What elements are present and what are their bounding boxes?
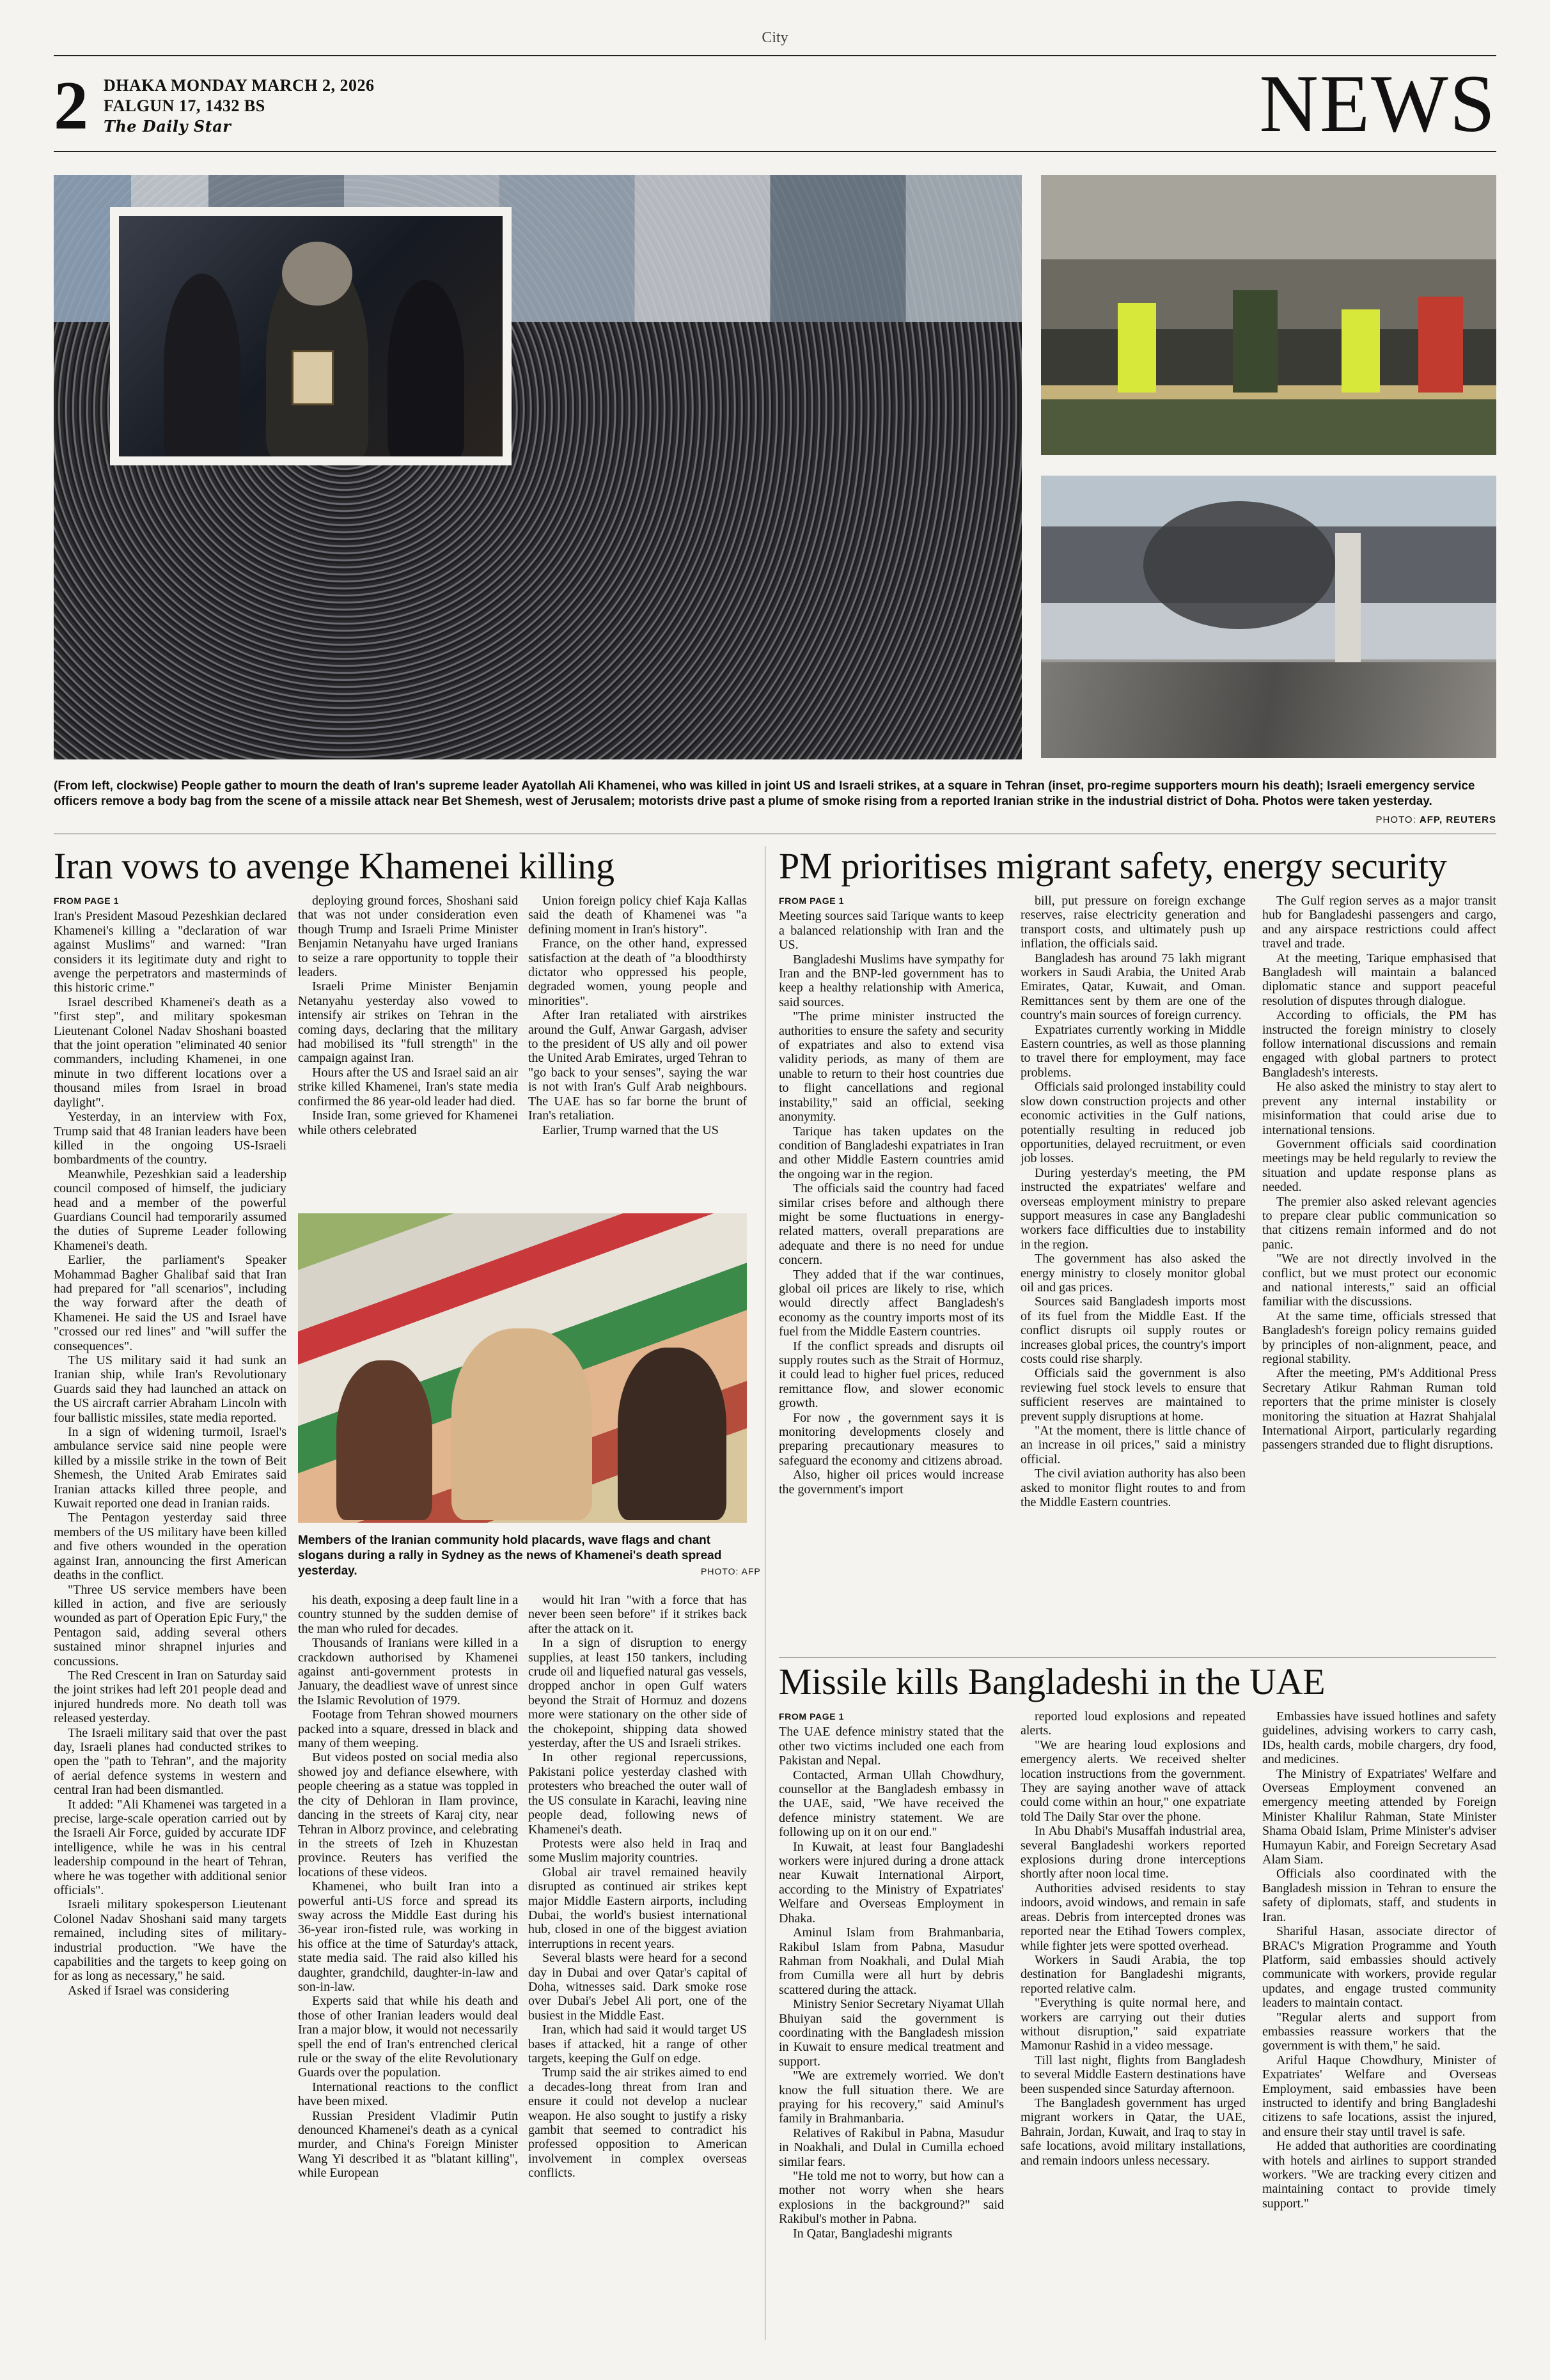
paragraph: After Iran retaliated with airstrikes around the Gulf, Anwar Gargash, adviser to the president of US ally and oil power the United Arab Emirates, urged Tehran to "go back to your senses", saying the war is not with Iran's Gulf Arab neighbours. The UAE has so far borne the brunt of Iran's retaliation. <box>528 1008 747 1123</box>
paragraph: Khamenei, who built Iran into a powerful anti-US force and spread its sway across the Middle East during his 36-year iron-fisted rule, was working in his office at the time of Saturday's attack, state media said. The raid also killed his daughter, grandchild, daughter-in-law and son-in-law. <box>298 1879 518 1994</box>
story1-column-2-bottom <box>298 1593 518 2340</box>
paragraph: The Gulf region serves as a major transit hub for Bangladeshi passengers and cargo, and any airspace restrictions could affect travel and trade. <box>1262 894 1496 951</box>
story3-from-label: FROM PAGE 1 <box>779 1711 845 1722</box>
paragraph: "We are hearing loud explosions and emergency alerts. We received shelter location instructions from the government. They are saying another wave of attack could come within an hour," one expatriate told The Daily Star over the phone. <box>1021 1738 1246 1824</box>
top-photos-credit: PHOTO: AFP, REUTERS <box>1375 814 1496 825</box>
paragraph: Israeli Prime Minister Benjamin Netanyahu yesterday also vowed to intensify air strikes on Tehran in the coming days, declaring that the military had mobilised its "full strength" in the campaign against Iran. <box>298 979 518 1066</box>
paragraph: The US military said it had sunk an Iranian ship, while Iran's Revolutionary Guards said they had launched an attack on the US aircraft carrier Abraham Lincoln with four ballistic missiles, state media reported. <box>54 1353 286 1425</box>
paragraph: "He told me not to worry, but how can a mother not worry when she hears explosions in the background?" said Rakibul's mother in Pabna. <box>779 2169 1004 2227</box>
paragraph: Israel described Khamenei's death as a "first step", and military spokesman Lieutenant Colonel Nadav Shoshani boasted that the joint operation "eliminated 40 senior commanders, including Khamenei, in one minute in two different locations over a thousand miles from Israel in broad daylight". <box>54 995 286 1110</box>
paragraph: During yesterday's meeting, the PM instructed the expatriates' welfare and overseas employment ministry to prepare support measures in case any Bangladeshi workers face difficulties due to instability in the region. <box>1021 1165 1246 1252</box>
paragraph: France, on the other hand, expressed satisfaction at the death of "a bloodthirsty dictator who oppressed his people, degraded women, young people and minorities". <box>528 937 747 1008</box>
bangla-date: FALGUN 17, 1432 BS <box>104 97 265 115</box>
paragraph: Asked if Israel was considering <box>68 1983 230 1998</box>
mourners-inset-photo <box>110 207 512 465</box>
paragraph: But videos posted on social media also showed joy and defiance elsewhere, with people cheering as a statue was toppled in the city of Dehloran in Ilam province, dancing in the streets of Karaj city, near Tehran in Alborz province, and celebrating in the streets of Izeh in Khuzestan province. Reuters has verified the locations of these videos. <box>298 1750 518 1879</box>
header-bottom-rule <box>54 151 1496 152</box>
paragraph: The Ministry of Expatriates' Welfare and Overseas Employment convened an emergency meeting attended by Foreign Minister Khalilur Rahman, State Minister Shama Obaid Islam, Prime Minister's adviser Humayun Kabir, and Foreign Secretary Asad Alam Siam. <box>1262 1766 1496 1867</box>
story3-column-1 <box>779 1709 1004 2340</box>
paragraph: It added: "Ali Khamenei was targeted in a precise, large-scale operation carried out by the Israeli Air Force, guided by accurate IDF intelligence, while he was in his central leadership compound in the heart of Tehran, where he was together with additional senior officials". <box>54 1797 286 1898</box>
paragraph: Russian President Vladimir Putin denounced Khamenei's death as a cynical murder, and China's Foreign Minister Wang Yi described it as "blatant killing", while European <box>298 2108 518 2181</box>
paragraph: He also asked the ministry to stay alert to prevent any internal instability or misinformation that could arise due to international tensions. <box>1262 1080 1496 1137</box>
header-rule <box>54 55 1496 56</box>
paragraph: The officials said the country had faced similar crises before and although there might be some fluctuations in energy-related matters, overall preparations are adequate and there is no need for undue concern. <box>779 1181 1004 1268</box>
story1-column-3-bottom <box>528 1593 747 2340</box>
paragraph: Expatriates currently working in Middle Eastern countries, as well as those planning to travel there for employment, may face problems. <box>1021 1022 1246 1080</box>
paragraph: reported loud explosions and repeated alerts. <box>1021 1709 1246 1738</box>
paragraph: Inside Iran, some grieved for Khamenei while others celebrated <box>298 1108 518 1137</box>
paragraph: In other regional repercussions, Pakistani police yesterday clashed with protesters who breached the outer wall of the US consulate in Karachi, leaving nine people dead, following news of Khamenei's death. <box>528 1750 747 1837</box>
dateline <box>104 75 374 137</box>
paragraph: Bangladesh has around 75 lakh migrant workers in Saudi Arabia, the United Arab Emirates, Qatar, Kuwait, and Oman. Remittances sent by them are one of the country's main sources of foreign currency. <box>1021 951 1246 1023</box>
story2-from-label: FROM PAGE 1 <box>779 896 845 906</box>
paragraph: "We are extremely worried. We don't know the full situation there. We are praying for his recovery," said Aminul's family in Brahmanbaria. <box>779 2069 1004 2126</box>
paragraph: After the meeting, PM's Additional Press Secretary Atikur Rahman Ruman told reporters that the prime minister is closely monitoring the situation at Hazrat Shahjalal International Airport, particularly regarding passengers stranded due to flight disruptions. <box>1262 1366 1496 1452</box>
paragraph: Officials also coordinated with the Bangladesh mission in Tehran to ensure the safety of diplomats, staff, and students in Iran. <box>1262 1867 1496 1924</box>
paragraph: International reactions to the conflict have been mixed. <box>298 2080 518 2109</box>
paragraph: Authorities advised residents to stay indoors, avoid windows, and remain in safe areas. Debris from intercepted drones was reported near the Etihad Towers complex, while fighter jets were spotted overhead. <box>1021 1881 1246 1953</box>
story1-column-3-top <box>528 894 747 1203</box>
paragraph: The UAE defence ministry stated that the other two victims included one each from Pakistan and Nepal. <box>779 1725 1004 1768</box>
story2-column-1 <box>779 894 1004 1648</box>
paragraph: Ministry Senior Secretary Niyamat Ullah Bhuiyan said the government is coordinating with the Bangladesh mission in Kuwait to ensure medical treatment and support. <box>779 1997 1004 2069</box>
masthead-logo: The Daily Star <box>104 117 231 136</box>
paragraph: According to officials, the PM has instructed the foreign ministry to closely follow international discussions and remain engaged with global partners to protect Bangladesh's interests. <box>1262 1008 1496 1080</box>
paragraph: Protests were also held in Iraq and some Muslim majority countries. <box>528 1836 747 1865</box>
paragraph: Till last night, flights from Bangladesh to several Middle Eastern destinations have been suspended since Saturday afternoon. <box>1021 2053 1246 2096</box>
paragraph: In Abu Dhabi's Musaffah industrial area, several Bangladeshi workers reported explosions during drone interceptions shortly after noon local time. <box>1021 1824 1246 1881</box>
section-label: City <box>762 29 788 46</box>
doha-smoke-photo <box>1041 476 1496 758</box>
paragraph: deploying ground forces, Shoshani said that was not under consideration even though Trump and Israeli Prime Minister Benjamin Netanyahu have urged Iranians to seize a rare opportunity to topple their leaders. <box>298 894 518 980</box>
paragraph: Aminul Islam from Brahmanbaria, Rakibul Islam from Pabna, Masudur Rahman from Noakhali, and Dulal Miah from Cumilla were all hurt by debris scattered during the attack. <box>779 1925 1004 1997</box>
paragraph: Tarique has taken updates on the condition of Bangladeshi expatriates in Iran and other Middle Eastern countries amid the ongoing war in the region. <box>779 1124 1004 1181</box>
date: DHAKA MONDAY MARCH 2, 2026 <box>104 76 375 95</box>
sydney-rally-photo <box>298 1213 747 1523</box>
top-photos-caption: (From left, clockwise) People gather to mourn the death of Iran's supreme leader Ayatollah Ali Khamenei, who was killed in joint US and Israeli strikes, at a square in Tehran (inset, pro-regime supporters mourn his death); Israeli emergency service officers remove a body bag from the scene of a missile attack near Bet Shemesh, west of Jerusalem; motorists drive past a plume of smoke rising from a reported Iranian strike in the industrial district of Doha. Photos were taken yesterday. <box>54 779 1475 808</box>
paragraph: The premier also asked relevant agencies to prepare clear public communication so that citizens remain informed and do not panic. <box>1262 1194 1496 1252</box>
story2-column-3 <box>1262 894 1496 1648</box>
paragraph: Bangladeshi Muslims have sympathy for Iran and the BNP-led government has to keep a healthy relationship with America, said sources. <box>779 952 1004 1009</box>
paragraph: The government has also asked the energy ministry to closely monitor global oil and gas prices. <box>1021 1252 1246 1295</box>
section-title: NEWS <box>1259 58 1496 149</box>
paragraph: Officials said prolonged instability could slow down construction projects and other economic activities in the Gulf nations, potentially resulting in reduced job opportunities, delayed recruitment, or even job losses. <box>1021 1080 1246 1166</box>
page-number: 2 <box>54 68 88 144</box>
paragraph: Earlier, Trump warned that the US <box>542 1123 719 1137</box>
story3-divider <box>779 1657 1496 1658</box>
paragraph: Iran's President Masoud Pezeshkian declared Khamenei's killing a "declaration of war against Muslims" and warned: "Iran considers it its legitimate duty and right to avenge the perpetrators and masterminds of this historic crime." <box>54 909 286 995</box>
paragraph: For now , the government says it is monitoring developments closely and preparing precautionary measures to safeguard the economy and citizens abroad. <box>779 1410 1004 1468</box>
paragraph: Yesterday, in an interview with Fox, Trump said that 48 Iranian leaders have been killed in the ongoing US-Israeli bombardments of the country. <box>54 1110 286 1167</box>
paragraph: In a sign of disruption to energy supplies, at least 150 tankers, including crude oil and liquefied natural gas vessels, dropped anchor in open Gulf waters beyond the Strait of Hormuz and dozens more were stationary on the other side of the chokepoint, shipping data showed yesterday, after the US and Israeli strikes. <box>528 1636 747 1751</box>
paragraph: Israeli military spokesperson Lieutenant Colonel Nadav Shoshani said many targets remained, including sites of military-industrial production. "We have the capabilities and the targets to keep going on for as long as necessary," he said. <box>54 1897 286 1984</box>
paragraph: his death, exposing a deep fault line in a country stunned by the sudden demise of the man who ruled for decades. <box>298 1593 518 1636</box>
paragraph: Workers in Saudi Arabia, the top destination for Bangladeshi migrants, reported relative calm. <box>1021 1952 1246 1996</box>
paragraph: Several blasts were heard for a second day in Dubai and over Qatar's capital of Doha, witnesses said. Dark smoke rose over Dubai's Jebel Ali port, one of the busiest in the Middle East. <box>528 1951 747 2023</box>
paragraph: In Kuwait, at least four Bangladeshi workers were injured during a drone attack near Kuwait International Airport, according to the Ministry of Expatriates' Welfare and Overseas Employment in Dhaka. <box>779 1839 1004 1925</box>
paragraph: Also, higher oil prices would increase the government's import <box>779 1468 1004 1497</box>
paragraph: If the conflict spreads and disrupts oil supply routes such as the Strait of Hormuz, it could lead to higher fuel prices, reduced remittance flow, and slower economic growth. <box>779 1339 1004 1411</box>
paragraph: Global air travel remained heavily disrupted as continued air strikes kept major Middle Eastern airports, including Dubai, the world's busiest international hub, closed in one of the biggest aviation interruptions in recent years. <box>528 1865 747 1951</box>
paragraph: The Pentagon yesterday said three members of the US military have been killed and five others wounded in the operation against Iran, announcing the first American deaths in the conflict. <box>54 1511 286 1583</box>
paragraph: At the meeting, Tarique emphasised that Bangladesh will maintain a balanced diplomatic stance and support peaceful resolution of disputes through dialogue. <box>1262 951 1496 1008</box>
story3-column-3 <box>1262 1709 1496 2340</box>
paragraph: Union foreign policy chief Kaja Kallas said the death of Khamenei was "a defining moment in Iran's history". <box>528 894 747 937</box>
story1-column-1 <box>54 894 286 2340</box>
paragraph: "Three US service members have been killed in action, and five are seriously wounded as part of Operation Epic Fury," the Pentagon said, adding several others sustained minor shrapnel injuries and concussions. <box>54 1582 286 1668</box>
paragraph: He added that authorities are coordinating with hotels and airlines to support stranded workers. "We are tracking every citizen and maintaining contact to provide timely support." <box>1262 2139 1496 2211</box>
paragraph: would hit Iran "with a force that has never been seen before" if it strikes back after the attack on it. <box>528 1593 747 1636</box>
paragraph: The Bangladesh government has urged migrant workers in Qatar, the UAE, Bahrain, Jordan, Kuwait, and Iraq to stay in safe locations, avoid military installations, and remain indoors unless necessary. <box>1021 2096 1246 2168</box>
paragraph: They added that if the war continues, global oil prices are likely to rise, which would directly affect Bangladesh's economy as the country imports most of its fuel from the Middle Eastern countries. <box>779 1267 1004 1339</box>
paragraph: Experts said that while his death and those of other Iranian leaders would deal Iran a major blow, it would not necessarily spell the end of Iran's entrenched clerical rule or the sway of the elite Revolutionary Guards over the population. <box>298 1994 518 2080</box>
rally-photo-credit: PHOTO: AFP <box>701 1566 761 1576</box>
paragraph: "Regular alerts and support from embassies reassure workers that the government is with them," he said. <box>1262 2010 1496 2053</box>
paragraph: Trump said the air strikes aimed to end a decades-long threat from Iran and ensure it could not develop a nuclear weapon. He also sought to justify a risky gambit that seemed to contradict his professed opposition to American involvement in complex overseas conflicts. <box>528 2065 747 2181</box>
story1-column-2-top <box>298 894 518 1203</box>
paragraph: In a sign of widening turmoil, Israel's ambulance service said nine people were killed by a missile strike in the town of Beit Shemesh, the United Arab Emirates said Iranian attacks killed three people, and Kuwait reported one dead in Iranian raids. <box>54 1425 286 1511</box>
story1-from-label: FROM PAGE 1 <box>54 896 120 906</box>
paragraph: Earlier, the parliament's Speaker Mohammad Bagher Ghalibaf said that Iran had prepared for "all scenarios", including the way forward after the death of Khamenei. He said the US and Israel have "crossed our red lines" and "will suffer the consequences". <box>54 1253 286 1353</box>
story2-headline: PM prioritises migrant safety, energy security <box>779 845 1447 887</box>
story3-column-2 <box>1021 1709 1246 2340</box>
paragraph: The Red Crescent in Iran on Saturday said the joint strikes had left 201 people dead and injured hundreds more. No death toll was released yesterday. <box>54 1668 286 1726</box>
story3-headline: Missile kills Bangladeshi in the UAE <box>779 1661 1326 1702</box>
paragraph: Footage from Tehran showed mourners packed into a square, dressed in black and many of them weeping. <box>298 1707 518 1751</box>
bet-shemesh-rescue-photo <box>1041 175 1496 455</box>
paragraph: Embassies have issued hotlines and safety guidelines, advising workers to carry cash, IDs, health cards, mobile chargers, dry food, and medicines. <box>1262 1709 1496 1767</box>
paragraph: "The prime minister instructed the authorities to ensure the safety and security of expatriates and also to extend visa validity periods, as many of them are unable to return to their host countries due to flight cancellations and regional instability," said an official, seeking anonymity. <box>779 1009 1004 1124</box>
paragraph: At the same time, officials stressed that Bangladesh's foreign policy remains guided by principles of non-alignment, peace, and regional stability. <box>1262 1309 1496 1366</box>
paragraph: Shariful Hasan, associate director of BRAC's Migration Programme and Youth Platform, said embassies should actively communicate with workers, provide regular updates, and engage trusted community leaders to maintain contact. <box>1262 1924 1496 2011</box>
paragraph: The Israeli military said that over the past day, Israeli planes had conducted strikes to open the "path to Tehran", and the majority of aerial defence systems in western and central Iran had been dismantled. <box>54 1725 286 1798</box>
rally-photo-caption: Members of the Iranian community hold placards, wave flags and chant slogans during a rally in Sydney as the news of Khamenei's death spread yesterday. <box>298 1534 722 1578</box>
paragraph: "We are not directly involved in the conflict, but we must protect our economic and national interests," said an official familiar with the discussions. <box>1262 1252 1496 1309</box>
paragraph: "Everything is quite normal here, and workers are carrying out their duties without disruption," said expatriate Mamonur Rashid in a video message. <box>1021 1996 1246 2053</box>
paragraph: Hours after the US and Israel said an air strike killed Khamenei, Iran's state media confirmed the 86 year-old leader had died. <box>298 1065 518 1108</box>
paragraph: bill, put pressure on foreign exchange reserves, raise electricity generation and transport costs, and ultimately push up inflation, the officials said. <box>1021 894 1246 951</box>
paragraph: Ariful Haque Chowdhury, Minister of Expatriates' Welfare and Overseas Employment, said embassies have been instructed to identify and bring Bangladeshi citizens to safe locations, assist the injured, and ensure their stay until travel is safe. <box>1262 2053 1496 2139</box>
paragraph: Government officials said coordination meetings may be held regularly to review the situation and update response plans as needed. <box>1262 1137 1496 1195</box>
paragraph: The civil aviation authority has also been asked to monitor flight routes to and from the Middle Eastern countries. <box>1021 1466 1246 1510</box>
paragraph: Officials said the government is also reviewing fuel stock levels to ensure that sufficient reserves are maintained to prevent supply disruptions at home. <box>1021 1366 1246 1424</box>
paragraph: In Qatar, Bangladeshi migrants <box>793 2226 953 2241</box>
paragraph: "At the moment, there is little chance of an increase in oil prices," said a ministry official. <box>1021 1424 1246 1466</box>
paragraph: Meeting sources said Tarique wants to keep a balanced relationship with Iran and the US. <box>779 909 1004 953</box>
paragraph: Sources said Bangladesh imports most of its fuel from the Middle East. If the conflict disrupts oil supply routes or increases global prices, the country's import costs could rise sharply. <box>1021 1295 1246 1366</box>
paragraph: Iran, which had said it would target US bases if attacked, hit a range of other targets, keeping the Gulf on edge. <box>528 2023 747 2065</box>
story2-column-2 <box>1021 894 1246 1648</box>
paragraph: Thousands of Iranians were killed in a crackdown authorised by Khamenei against anti-government protests in January, the deadliest wave of unrest since the Islamic Revolution of 1979. <box>298 1636 518 1707</box>
paragraph: Meanwhile, Pezeshkian said a leadership council composed of himself, the judiciary head and a member of the powerful Guardians Council had temporarily assumed the duties of Supreme Leader following Khamenei's death. <box>54 1167 286 1253</box>
paragraph: Relatives of Rakibul in Pabna, Masudur in Noakhali, and Dulal in Cumilla echoed similar fears. <box>779 2126 1004 2169</box>
paragraph: Contacted, Arman Ullah Chowdhury, counsellor at the Bangladesh embassy in the UAE, said, "We have received the defence ministry statement. We are following up on it on our end." <box>779 1768 1004 1840</box>
story1-headline: Iran vows to avenge Khamenei killing <box>54 845 615 887</box>
